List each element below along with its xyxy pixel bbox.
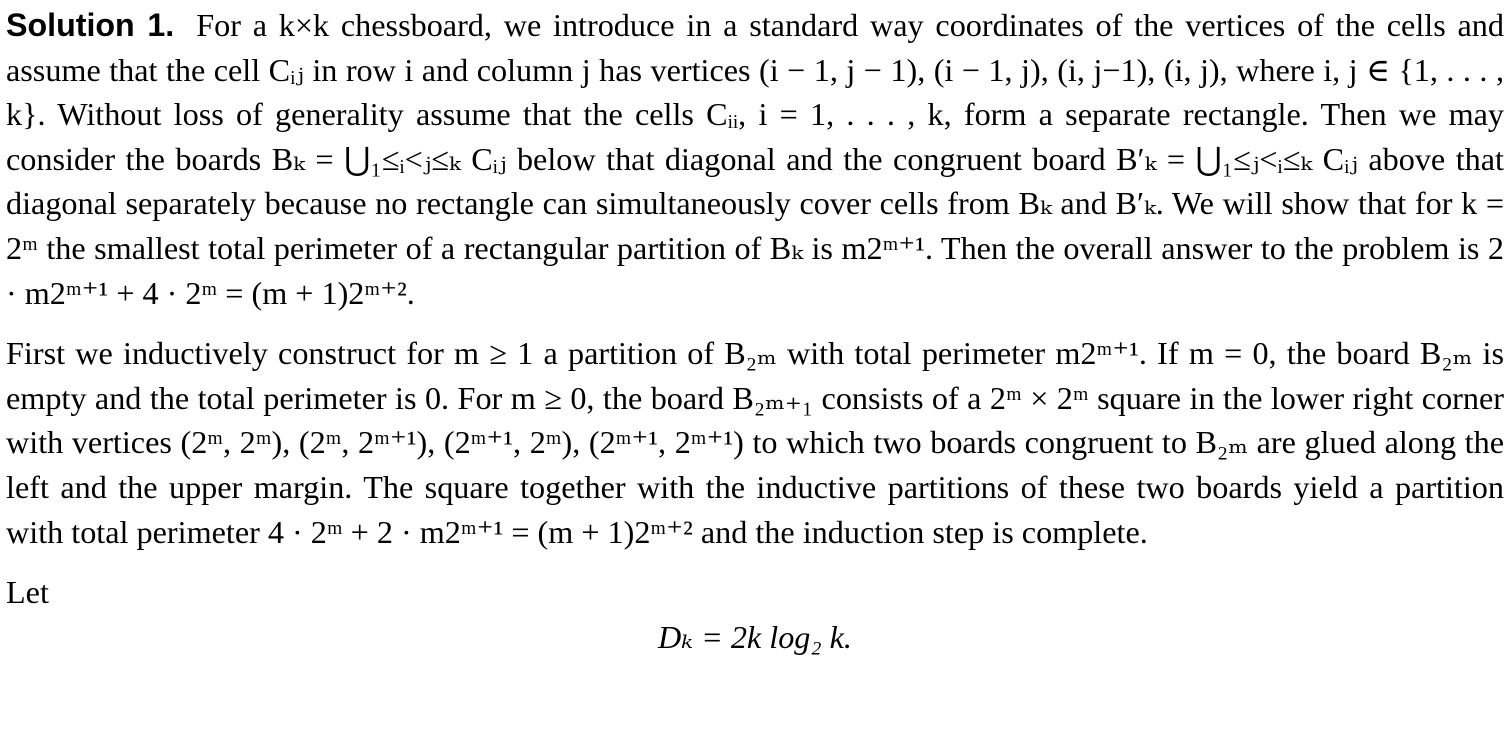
solution-paragraph-3: Let [6, 574, 49, 611]
solution-paragraph-2: First we inductively construct for m ≥ 1 a partition of B₂ₘ with total perimeter m2ᵐ⁺¹. If m = 0, the board B₂ₘ is empty and the total perimeter is 0. For m ≥ 0, the board B₂ₘ₊₁ consists of a 2ᵐ × 2ᵐ square in the lower right corner with vertices (2ᵐ, 2ᵐ), (2ᵐ, 2ᵐ⁺¹), (2ᵐ⁺¹, 2ᵐ), (2ᵐ⁺¹, 2ᵐ⁺¹) to which two boards congruent to B₂ₘ are glued along the left and the upper margin. The square together with the inductive partitions of these two boards yield a partition with total perimeter 4 · 2ᵐ + 2 · m2ᵐ⁺¹ = (m + 1)2ᵐ⁺² and the induction step is complete. [6, 335, 1504, 550]
paragraph-1-text: For a k×k chessboard, we introduce in a standard way coordinates of the vertices of the cells and assume that the cell Cᵢⱼ in row i and column j has vertices (i − 1, j − 1), (i − 1, j), (i, j−1), (i, j), where i, j ∈ {1, . . . , k}. Without loss of generality assume that the cells Cᵢᵢ, i = 1, . . . , k, form a separate rectangle. Then we may consider the boards Bₖ = ⋃₁≤ᵢ<ⱼ≤ₖ Cᵢⱼ below that diagonal and the congruent board B′ₖ = ⋃₁≤ⱼ<ᵢ≤ₖ Cᵢⱼ above that diagonal separately because no rectangle can simultaneously cover cells from Bₖ and B′ₖ. We will show that for k = 2ᵐ the smallest total perimeter of a rectangular partition of Bₖ is m2ᵐ⁺¹. Then the overall answer to the problem is 2 · m2ᵐ⁺¹ + 4 · 2ᵐ = (m + 1)2ᵐ⁺². [6, 7, 1504, 311]
display-equation: Dₖ = 2k log₂ k. [658, 618, 852, 655]
solution-heading: Solution 1. [6, 7, 175, 43]
solution-paragraph-1 [6, 3, 1504, 315]
document-page [6, 0, 1504, 659]
